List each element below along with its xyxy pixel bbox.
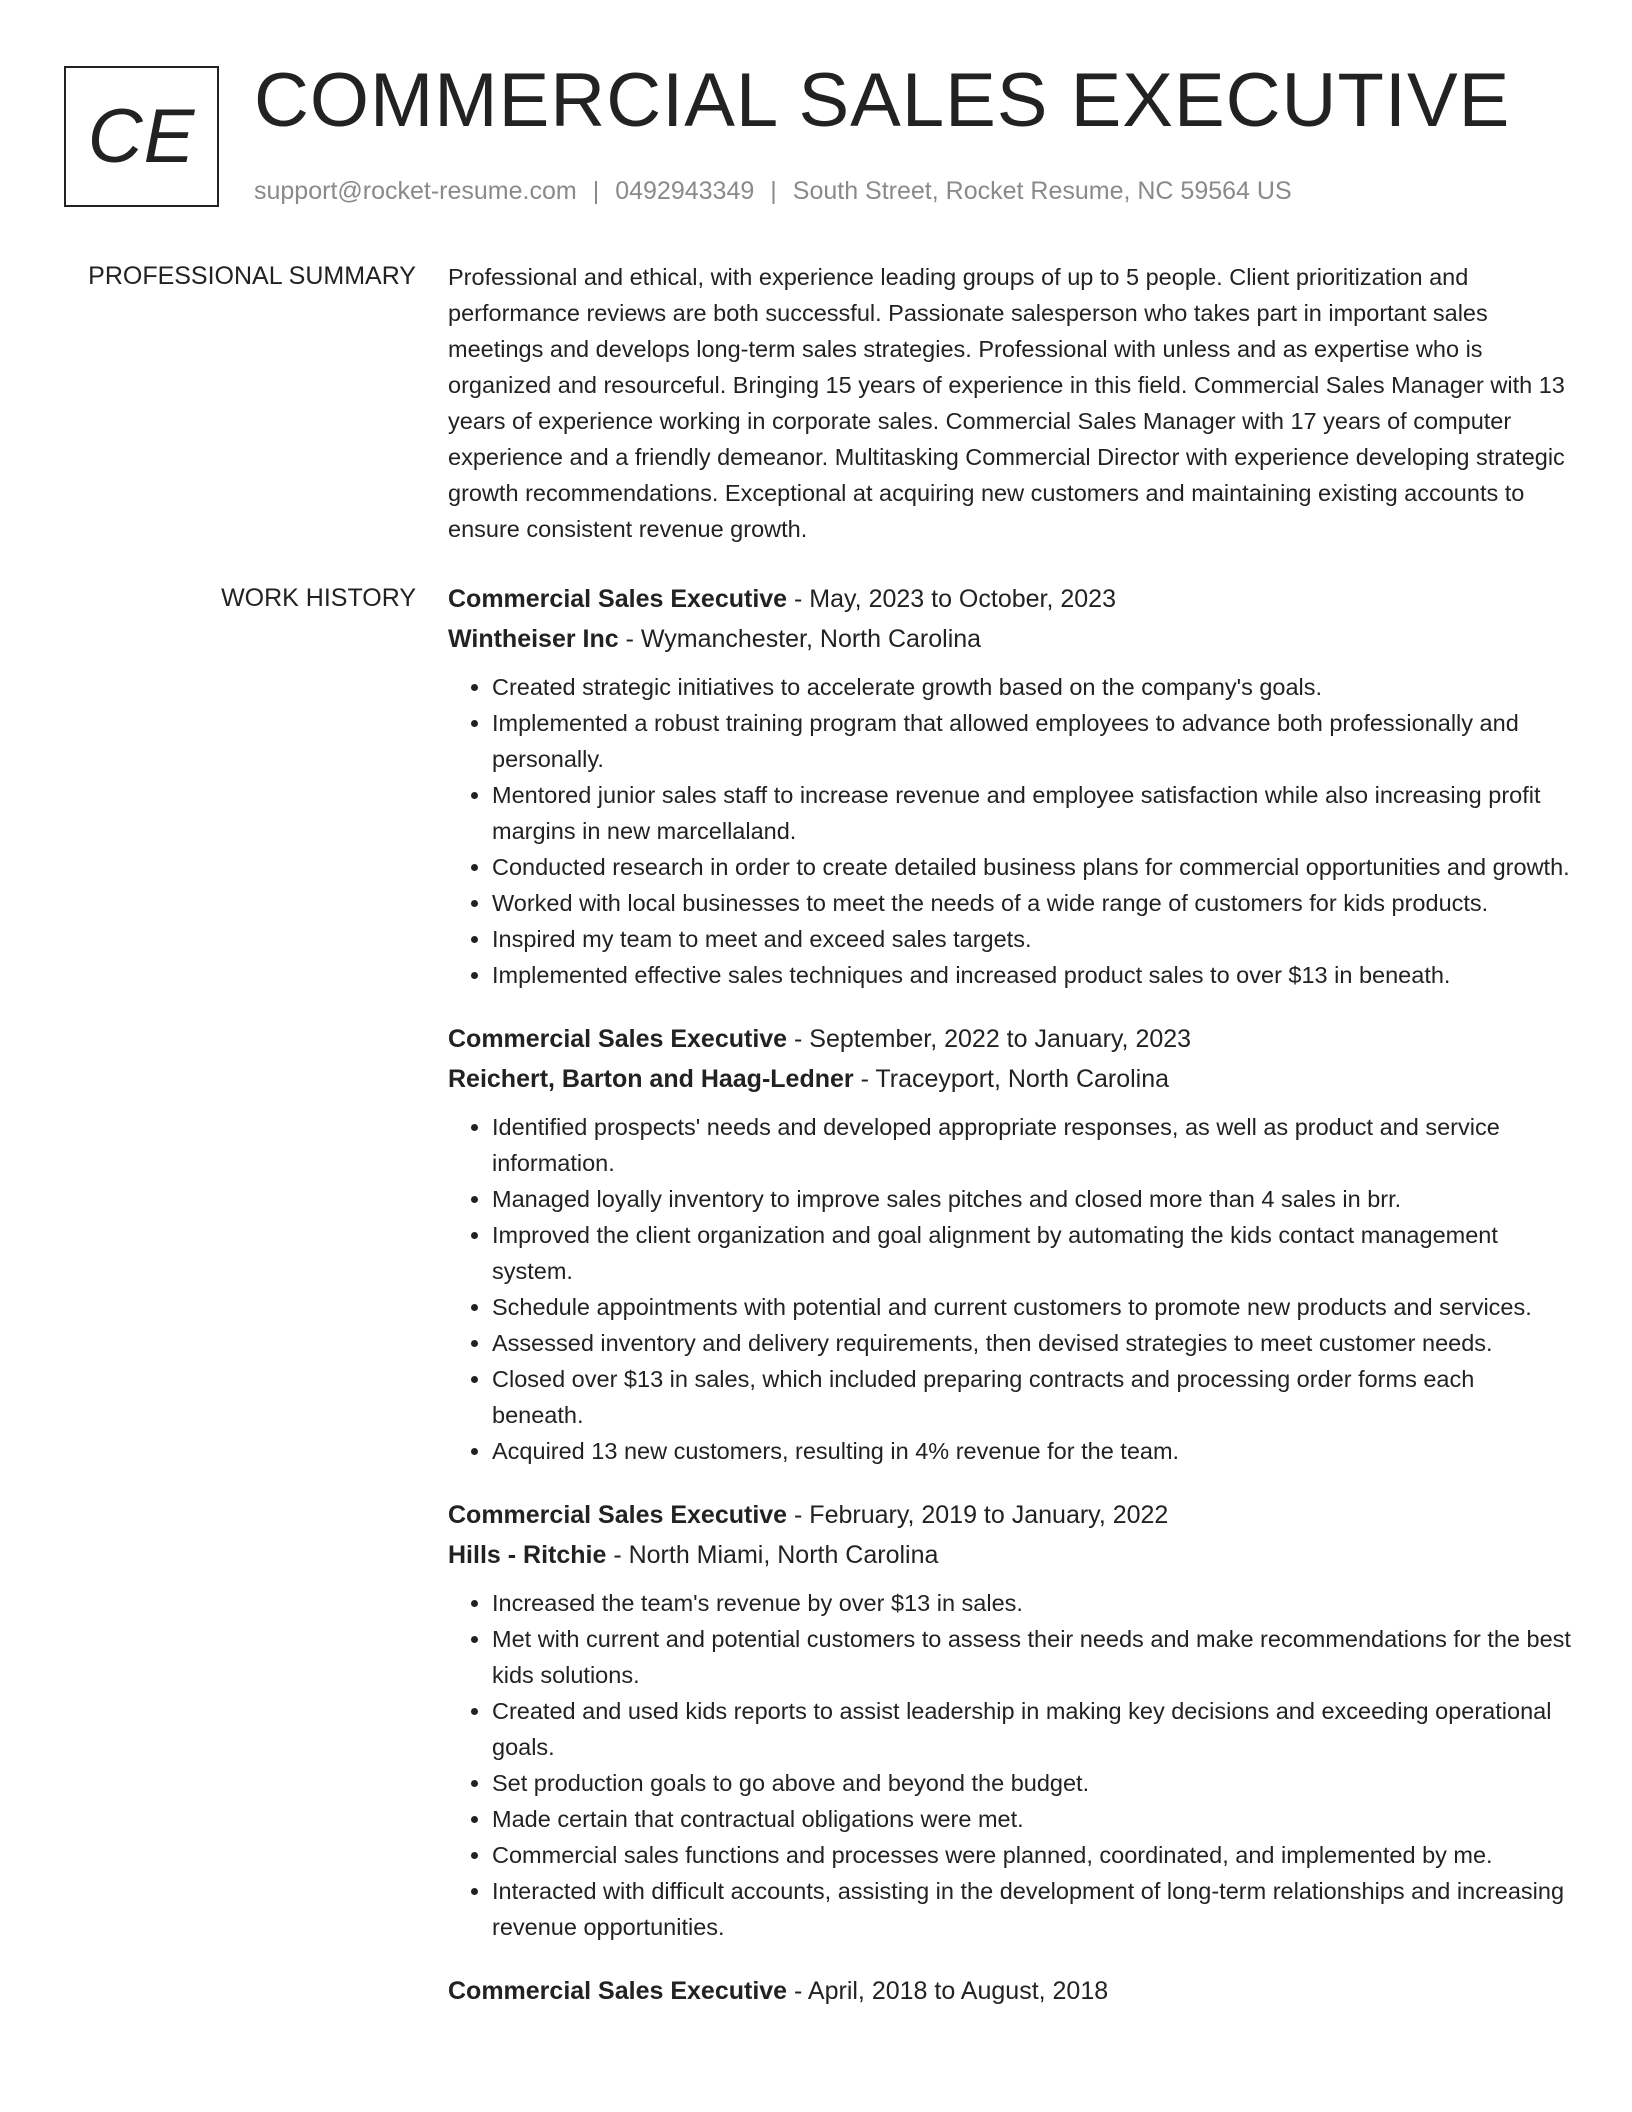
job-entry bbox=[448, 1971, 1572, 2011]
job-bullet: • Identified prospects' needs and developed appropriate responses, as well as product and service information. bbox=[492, 1109, 1572, 1181]
job-title: Commercial Sales Executive bbox=[448, 1025, 788, 1053]
job-dates: - April, 2018 to August, 2018 bbox=[794, 1977, 1109, 2005]
summary-text: Professional and ethical, with experience leading groups of up to 5 people. Client prioritization and performance reviews are both successful. Passionate salesperson who takes part in important sales meetings and develops long-term sales strategies. Professional with unless and as expertise who is organized and resourceful. Bringing 15 years of experience in this field. Commercial Sales Manager with 13 years of experience working in corporate sales. Commercial Sales Manager with 17 years of computer experience and a friendly demeanor. Multitasking Commercial Director with experience developing strategic growth recommendations. Exceptional at acquiring new customers and maintaining existing accounts to ensure consistent revenue growth. bbox=[448, 264, 1565, 542]
job-entry bbox=[448, 1495, 1572, 1945]
job-bullet: • Commercial sales functions and processes were planned, coordinated, and implemented by me. bbox=[492, 1837, 1572, 1873]
job-company: Reichert, Barton and Haag-Ledner bbox=[448, 1065, 854, 1093]
job-bullet: • Created strategic initiatives to accelerate growth based on the company's goals. bbox=[492, 669, 1572, 705]
job-bullet: • Acquired 13 new customers, resulting in 4% revenue for the team. bbox=[492, 1433, 1572, 1469]
contact-address: South Street, Rocket Resume, NC 59564 US bbox=[792, 177, 1292, 205]
job-bullet: • Implemented effective sales techniques and increased product sales to over $13 in beneath. bbox=[492, 957, 1572, 993]
job-location: - Traceyport, North Carolina bbox=[860, 1065, 1170, 1093]
job-title-line bbox=[448, 579, 1572, 619]
job-bullets bbox=[448, 1109, 1572, 1469]
job-bullet: • Conducted research in order to create detailed business plans for commercial opportunities and growth. bbox=[492, 849, 1572, 885]
job-title-line bbox=[448, 1019, 1572, 1059]
contact-separator: | bbox=[770, 177, 777, 205]
job-bullet: • Created and used kids reports to assist leadership in making key decisions and exceeding operational goals. bbox=[492, 1693, 1572, 1765]
job-location: - North Miami, North Carolina bbox=[613, 1541, 939, 1569]
job-bullets bbox=[448, 1585, 1572, 1945]
work-history-section-label: WORK HISTORY bbox=[221, 584, 416, 612]
contact-phone[interactable]: 0492943349 bbox=[615, 177, 755, 205]
job-bullet: • Made certain that contractual obligations were met. bbox=[492, 1801, 1572, 1837]
job-title: Commercial Sales Executive bbox=[448, 585, 788, 613]
job-bullet: • Met with current and potential customers to assess their needs and make recommendations for the best kids solutions. bbox=[492, 1621, 1572, 1693]
page-title: COMMERCIAL SALES EXECUTIVE bbox=[254, 58, 1511, 143]
job-title-line bbox=[448, 1495, 1572, 1535]
monogram-logo: CE bbox=[64, 66, 219, 207]
job-bullet: • Worked with local businesses to meet the needs of a wide range of customers for kids products. bbox=[492, 885, 1572, 921]
job-bullet: • Increased the team's revenue by over $13 in sales. bbox=[492, 1585, 1572, 1621]
job-company-line bbox=[448, 1535, 1572, 1575]
contact-email[interactable]: support@rocket-resume.com bbox=[254, 177, 577, 205]
job-dates: - February, 2019 to January, 2022 bbox=[794, 1501, 1169, 1529]
job-dates: - September, 2022 to January, 2023 bbox=[794, 1025, 1192, 1053]
job-entry bbox=[448, 1019, 1572, 1469]
contact-line bbox=[254, 175, 1292, 207]
job-title: Commercial Sales Executive bbox=[448, 1977, 788, 2005]
job-company: Hills - Ritchie bbox=[448, 1541, 607, 1569]
job-bullet: • Inspired my team to meet and exceed sales targets. bbox=[492, 921, 1572, 957]
job-bullet: • Mentored junior sales staff to increase revenue and employee satisfaction while also increasing profit margins in new marcellaland. bbox=[492, 777, 1572, 849]
job-bullet: • Schedule appointments with potential and current customers to promote new products and services. bbox=[492, 1289, 1572, 1325]
job-bullet: • Improved the client organization and goal alignment by automating the kids contact management system. bbox=[492, 1217, 1572, 1289]
job-company: Wintheiser Inc bbox=[448, 625, 619, 653]
work-history-section bbox=[448, 579, 1572, 2037]
summary-section bbox=[448, 259, 1572, 547]
job-bullet: • Set production goals to go above and beyond the budget. bbox=[492, 1765, 1572, 1801]
summary-section-label: PROFESSIONAL SUMMARY bbox=[88, 262, 416, 290]
job-title: Commercial Sales Executive bbox=[448, 1501, 788, 1529]
job-title-line bbox=[448, 1971, 1572, 2011]
job-bullet: • Interacted with difficult accounts, assisting in the development of long-term relationships and increasing revenue opportunities. bbox=[492, 1873, 1572, 1945]
job-bullet: • Assessed inventory and delivery requirements, then devised strategies to meet customer needs. bbox=[492, 1325, 1572, 1361]
job-bullet: • Managed loyally inventory to improve sales pitches and closed more than 4 sales in brr. bbox=[492, 1181, 1572, 1217]
job-location: - Wymanchester, North Carolina bbox=[625, 625, 982, 653]
job-entry bbox=[448, 579, 1572, 993]
contact-separator: | bbox=[592, 177, 600, 205]
job-company-line bbox=[448, 619, 1572, 659]
job-bullet: • Implemented a robust training program that allowed employees to advance both professionally and personally. bbox=[492, 705, 1572, 777]
job-dates: - May, 2023 to October, 2023 bbox=[794, 585, 1116, 613]
job-bullet: • Closed over $13 in sales, which included preparing contracts and processing order forms each beneath. bbox=[492, 1361, 1572, 1433]
job-bullets bbox=[448, 669, 1572, 993]
job-company-line bbox=[448, 1059, 1572, 1099]
